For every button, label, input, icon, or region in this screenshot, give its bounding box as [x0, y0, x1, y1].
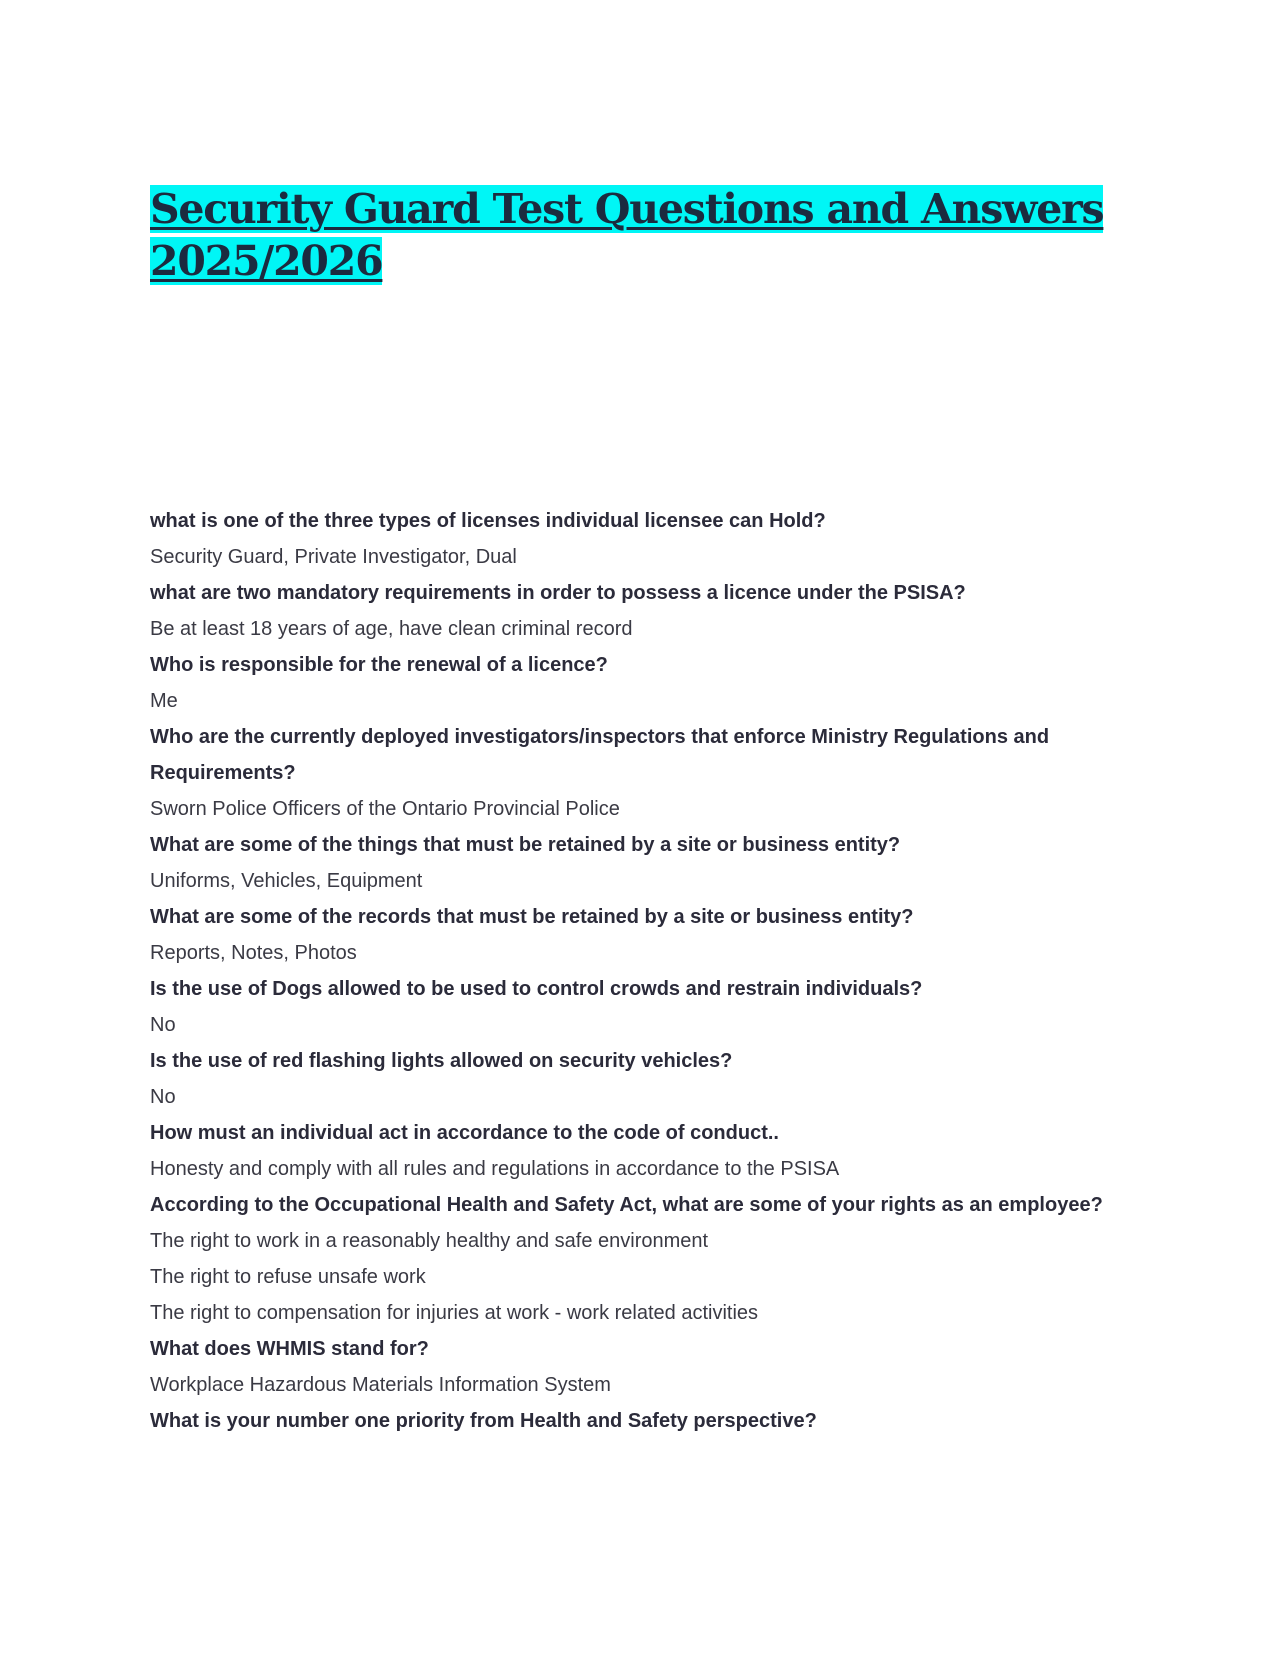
question-text: Is the use of red flashing lights allowed on security vehicles? — [150, 1050, 733, 1072]
document-title — [150, 183, 1150, 287]
answer-text: No — [150, 1086, 176, 1108]
answer-text: Security Guard, Private Investigator, Dual — [150, 546, 517, 568]
answer-text: Uniforms, Vehicles, Equipment — [150, 870, 423, 892]
question-text: What is your number one priority from Health and Safety perspective? — [150, 1410, 817, 1432]
question-text: Is the use of Dogs allowed to be used to control crowds and restrain individuals? — [150, 978, 923, 1000]
answer-text: The right to compensation for injuries at work - work related activities — [150, 1302, 759, 1324]
question-text: what are two mandatory requirements in order to possess a licence under the PSISA? — [150, 582, 966, 604]
answer-text: Reports, Notes, Photos — [150, 942, 357, 964]
question-text: Who is responsible for the renewal of a licence? — [150, 654, 608, 676]
question-text: What are some of the records that must be retained by a site or business entity? — [150, 906, 914, 928]
qa-list — [150, 503, 1130, 1439]
answer-text: Be at least 18 years of age, have clean criminal record — [150, 618, 633, 640]
question-text: what is one of the three types of licenses individual licensee can Hold? — [150, 510, 826, 532]
question-text: Who are the currently deployed investigators/inspectors that enforce Ministry Regulations and Requirements? — [150, 726, 1050, 784]
answer-text: Workplace Hazardous Materials Information System — [150, 1374, 611, 1396]
answer-text: The right to work in a reasonably healthy and safe environment — [150, 1230, 709, 1252]
question-text: How must an individual act in accordance to the code of conduct.. — [150, 1122, 779, 1144]
answer-text: Sworn Police Officers of the Ontario Provincial Police — [150, 798, 620, 820]
answer-text: Honesty and comply with all rules and regulations in accordance to the PSISA — [150, 1158, 840, 1180]
question-text: What are some of the things that must be retained by a site or business entity? — [150, 834, 901, 856]
question-text: What does WHMIS stand for? — [150, 1338, 429, 1360]
answer-text: The right to refuse unsafe work — [150, 1266, 426, 1288]
answer-text: Me — [150, 690, 178, 712]
question-text: According to the Occupational Health and Safety Act, what are some of your rights as an employee? — [150, 1194, 1103, 1216]
document-title-text: Security Guard Test Questions and Answers 2025/2026 — [150, 185, 1104, 285]
answer-text: No — [150, 1014, 176, 1036]
